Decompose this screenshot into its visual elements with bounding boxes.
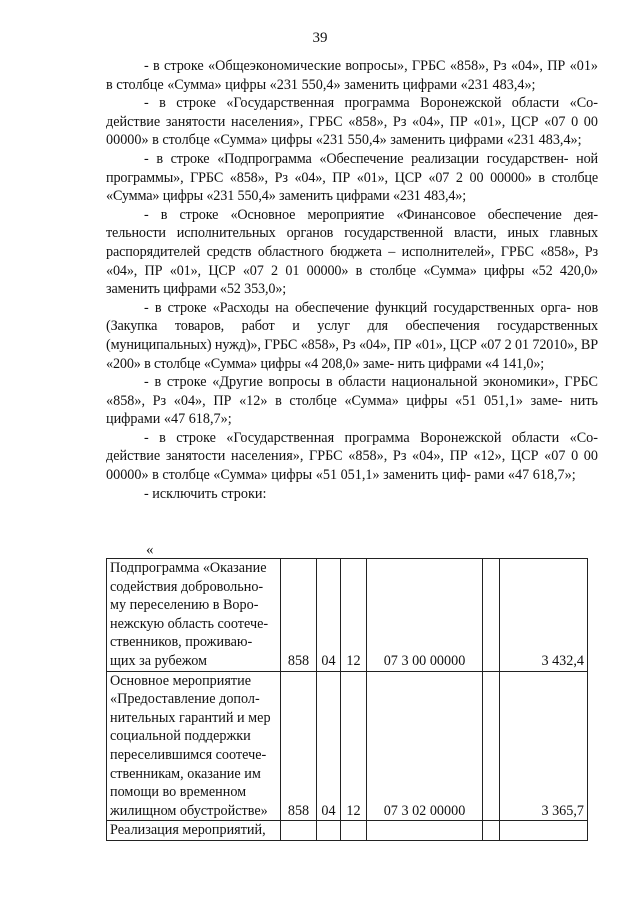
amendment-paragraph: [106, 429, 598, 485]
pr-cell: 12: [341, 559, 367, 672]
rz-cell: 04: [317, 671, 341, 821]
text-line: - в строке «Общеэкономические вопросы», ГРБС «858», Рз «04»,: [144, 58, 543, 74]
grbs-cell: 858: [281, 559, 317, 672]
text-line: ГРБС «858», Рз «04», ПР «12» в столбце «Сумма» цифры «51 051,1» заме-: [106, 374, 598, 409]
rz-cell: 04: [317, 559, 341, 672]
cell-text-line: ственников, проживаю-: [110, 634, 253, 651]
row-name-cell: [107, 559, 281, 672]
text-line: - исключить строки:: [144, 485, 267, 502]
table-row: [107, 559, 588, 672]
text-line: ЦСР «07 0 00 00000» в столбце «Сумма» цифры «231 550,4» заменить: [106, 113, 598, 149]
table-row: [107, 671, 588, 821]
text-line: цифры «52 420,0» заменить цифрами «52 353,0»;: [106, 262, 599, 298]
cell-text-line: Основное мероприятие: [110, 672, 251, 689]
cell-text-line: щих за рубежом: [110, 652, 207, 669]
text-line: распорядителей средств областного бюджета – исполнителей»,: [106, 243, 495, 260]
text-line: ПР «01» в столбце «Сумма» цифры «231 550,4» заменить цифрами: [106, 58, 599, 93]
csr-cell: [367, 821, 483, 841]
text-line: столбце «Сумма» цифры «231 550,4» заменить цифрами «231 483,4»;: [106, 169, 598, 205]
text-line: «231 483,4»;: [460, 76, 536, 93]
amendment-paragraph: [106, 373, 598, 429]
text-line: - в строке «Подпрограмма «Обеспечение реализации государствен-: [144, 150, 569, 167]
amendment-paragraph: [106, 299, 598, 373]
text-line: цифрами «231 483,4»;: [448, 132, 582, 149]
text-line: рами «47 618,7»;: [474, 467, 576, 484]
cell-text-line: «Предоставление допол-: [110, 691, 260, 708]
text-line: - в строке «Расходы на обеспечение функций государственных орга-: [144, 299, 571, 316]
pr-cell: 12: [341, 671, 367, 821]
sum-cell: [500, 821, 588, 841]
cell-text-line: нительных гарантий и мер: [110, 709, 271, 726]
text-line: (муниципальных) нужд)», ГРБС «858», Рз «04», ПР «01»,: [106, 336, 447, 353]
row-name-cell: [107, 821, 281, 841]
csr-cell: 07 3 02 00000: [367, 671, 483, 821]
text-line: действие занятости населения», ГРБС «858», Рз «04», ПР «12»,: [106, 448, 506, 465]
cell-text-line: ственникам, оказание им: [110, 765, 261, 782]
amendment-paragraph: [106, 94, 598, 150]
excluded-rows-table: [106, 558, 588, 841]
amendment-text: [106, 57, 598, 503]
text-line: действие занятости населения», ГРБС «858», Рз «04», ПР «01»,: [106, 113, 506, 130]
cell-text-line: жилищном обустройстве»: [110, 802, 268, 819]
page-number: 39: [312, 30, 328, 46]
cell-text-line: социальной поддержки: [110, 728, 251, 745]
text-line: - в строке «Государственная программа Воронежской области «Со-: [144, 429, 598, 446]
amendment-paragraph: [106, 206, 598, 299]
text-line: нов (Закупка товаров, работ и услуг для обеспечения государственных: [106, 299, 598, 335]
sum-cell: 3 365,7: [500, 671, 588, 821]
text-line: ной программы», ГРБС «858», Рз «04», ПР «01», ЦСР «07 2 00 00000» в: [106, 150, 599, 186]
opening-quote: «: [146, 542, 154, 558]
cell-text-line: содействия добровольно-: [110, 578, 264, 595]
row-name-cell: [107, 671, 281, 821]
table-row: [107, 821, 588, 841]
vr-cell: [483, 671, 500, 821]
text-line: нить цифрами «4 141,0»;: [397, 355, 545, 372]
grbs-cell: [281, 821, 317, 841]
pr-cell: [341, 821, 367, 841]
text-line: ЦСР «07 0 00 00000» в столбце «Сумма» цифры «51 051,1» заменить циф-: [106, 448, 598, 484]
cell-text-line: му переселению в Воро-: [110, 597, 259, 614]
cell-text-line: нежскую область соотече-: [110, 615, 269, 632]
rz-cell: [317, 821, 341, 841]
sum-cell: 3 432,4: [500, 559, 588, 672]
text-line: ГРБС «858», Рз «04», ПР «01», ЦСР «07 2 01 00000» в столбце «Сумма»: [106, 243, 598, 279]
csr-cell: 07 3 00 00000: [367, 559, 483, 672]
vr-cell: [483, 559, 500, 672]
vr-cell: [483, 821, 500, 841]
amendment-paragraph: [106, 57, 598, 94]
amendment-paragraph: [106, 485, 598, 504]
text-line: ЦСР «07 2 01 72010», ВР «200» в столбце «Сумма» цифры «4 208,0» заме-: [106, 336, 598, 372]
text-line: нить цифрами «47 618,7»;: [106, 392, 599, 428]
text-line: тельности исполнительных органов государственной власти, иных главных: [106, 225, 598, 242]
cell-text-line: Подпрограмма «Оказание: [110, 560, 267, 576]
amendment-paragraph: [106, 150, 598, 206]
text-line: - в строке «Другие вопросы в области национальной экономики»,: [144, 374, 559, 391]
grbs-cell: 858: [281, 671, 317, 821]
text-line: - в строке «Основное мероприятие «Финансовое обеспечение дея-: [144, 206, 598, 223]
cell-text-line: помощи во временном: [110, 784, 247, 801]
text-line: - в строке «Государственная программа Воронежской области «Со-: [144, 95, 598, 112]
cell-text-line: Реализация мероприятий,: [110, 822, 266, 839]
cell-text-line: переселившимся соотече-: [110, 746, 267, 763]
